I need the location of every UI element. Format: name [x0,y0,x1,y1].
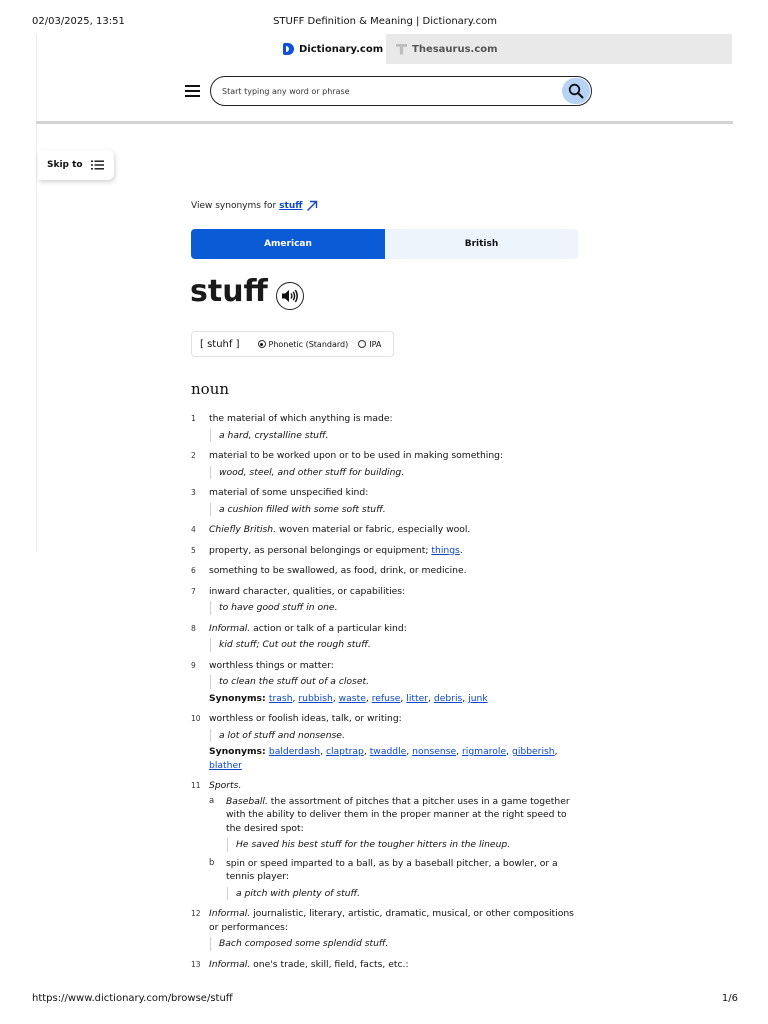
external-arrow-icon[interactable] [306,200,318,212]
sub-definition-text [226,795,581,836]
synonym-link[interactable]: gibberish [511,746,555,757]
definition-number: 6 [191,566,196,575]
synonym-link[interactable]: nonsense [412,746,457,757]
tab-thesaurus-label: Thesaurus.com [412,43,498,55]
dialect-american-button[interactable]: American [191,229,385,259]
definition-item [191,712,581,772]
sub-definition-example: a pitch with plenty of stuff. [227,887,581,901]
definition-item [191,779,581,900]
definition-example: Bach composed some splendid stuff. [210,937,581,951]
definition-number: 12 [191,909,201,918]
definition-text [209,544,581,558]
definition-item [191,412,581,442]
definition-example: to have good stuff in one. [210,601,581,615]
synonym-link[interactable]: refuse [371,692,401,704]
definition-example: wood, steel, and other stuff for building. [210,466,581,480]
print-footer [32,993,738,1007]
synonym-link[interactable]: junk [468,692,488,704]
definition-text [209,486,581,500]
definition-body: something to be swallowed, as food, drink, or medicine. [209,565,467,576]
sub-definition-letter: a [209,795,215,806]
definition-link[interactable]: things [431,544,460,556]
synonym-link[interactable]: litter [406,692,429,704]
definition-number: 8 [191,623,196,633]
definition-number: 5 [191,545,196,555]
definition-text [209,958,581,972]
search-button[interactable] [562,78,590,104]
view-synonyms [191,200,318,212]
synonym-link[interactable]: debris [433,692,463,704]
skip-to-label: Skip to [47,160,83,170]
pronunciation-text: [ stuhf ] [200,338,240,350]
synonyms-label: Synonyms: [209,692,269,704]
sub-definition-letter: b [209,857,215,868]
definition-text [209,779,581,793]
print-url: https://www.dictionary.com/browse/stuff [32,993,233,1004]
sub-definition [209,795,581,852]
thesaurus-logo-icon [396,44,407,55]
definition-body: journalistic, literary, artistic, dramatic, musical, or other compositions or performances: [209,908,574,933]
definition-number: 11 [191,781,201,790]
list-icon [91,160,104,170]
definition-example: a cushion filled with some soft stuff. [210,503,581,517]
definition-text [209,412,581,426]
definition-body: material of some unspecified kind: [209,487,369,498]
print-title: STUFF Definition & Meaning | Dictionary.com [273,16,497,27]
sub-definition-text [226,857,581,884]
sub-definition-example: He saved his best stuff for the tougher hitters in the lineup. [227,838,581,852]
definition-text [209,622,581,636]
definition-item [191,958,581,972]
sub-definition [209,857,581,901]
pronunciation-box [191,331,394,357]
synonym-link[interactable]: twaddle [369,746,407,757]
definition-body: woven material or fabric, especially wool. [276,524,471,535]
phonetic-option-label: Phonetic (Standard) [268,339,349,349]
synonyms-line: Synonyms: trash, rubbish, waste, refuse, litter, debris, junk [209,692,488,704]
definition-item [191,564,581,578]
definition-item [191,659,581,706]
definition-body: the material of which anything is made: [209,413,393,424]
synonym-link[interactable]: claptrap [325,746,364,757]
search-icon [568,83,584,99]
definition-list [191,412,581,978]
play-audio-button[interactable] [276,282,304,310]
synonym-link[interactable]: blather [209,759,242,771]
phonetic-option[interactable] [258,340,349,349]
definition-body: one's trade, skill, field, facts, etc.: [250,958,409,970]
speaker-icon [281,289,299,303]
synonym-link[interactable]: rubbish [298,692,333,704]
definition-number: 1 [191,414,196,423]
definition-body: worthless things or matter: [209,659,334,671]
skip-to-button[interactable] [38,150,114,180]
header-divider [36,121,733,124]
print-page-number: 1/6 [721,993,738,1004]
definition-text [209,585,581,599]
definition-label: Chiefly British. [209,524,277,535]
definition-text [209,523,581,537]
definition-label: Informal. [209,622,251,634]
sub-definition-body: spin or speed imparted to a ball, as by a baseball pitcher, a bowler, or a tennis player: [226,857,558,882]
radio-unselected-icon [358,340,366,348]
sub-definition-body: the assortment of pitches that a pitcher uses in a game together with the ability to deliver them in the proper manner at the right speed to the desired spot: [226,795,570,834]
definition-text [209,907,581,934]
synonyms-line: Synonyms: balderdash, claptrap, twaddle, nonsense, rigmarole, gibberish, blather [209,746,558,771]
definition-punct: . [459,544,463,556]
definition-text [209,712,581,726]
definition-item [191,449,581,479]
definition-label: Sports. [209,780,242,791]
definition-text [209,449,581,463]
tab-dictionary[interactable] [274,34,386,64]
definition-text [209,564,581,578]
page-frame-edge [36,34,37,552]
definition-example: a hard, crystalline stuff. [210,429,581,443]
definition-item [191,585,581,615]
synonym-link[interactable]: trash [268,692,293,704]
definition-example: to clean the stuff out of a closet. [210,675,581,689]
synonym-link[interactable]: balderdash [268,746,321,757]
definition-number: 3 [191,488,196,497]
definition-label: Informal. [209,958,251,970]
dictionary-logo-icon [283,43,294,55]
radio-selected-icon [258,340,266,348]
definition-label: Informal. [209,908,251,919]
definition-number: 9 [191,660,196,670]
definition-number: 7 [191,586,196,596]
site-tabs [274,34,732,64]
definition-item [191,907,581,951]
definition-example: a lot of stuff and nonsense. [210,729,581,743]
definition-body: action or talk of a particular kind: [250,622,407,634]
view-synonyms-prefix: View synonyms for [191,201,277,211]
dialect-british-button[interactable]: British [464,239,499,249]
synonym-link[interactable]: waste [338,692,366,704]
synonyms-label: Synonyms: [209,746,269,757]
definition-item [191,544,581,558]
synonym-link[interactable]: rigmarole [461,746,507,757]
definition-number: 2 [191,451,196,460]
search-bar [210,76,592,106]
part-of-speech: noun [191,380,230,398]
definition-number: 13 [191,959,201,969]
print-header [32,16,738,30]
definition-item [191,523,581,537]
search-input[interactable] [222,84,542,99]
view-synonyms-link[interactable]: stuff [279,201,303,211]
definition-item [191,622,581,652]
definition-body: worthless or foolish ideas, talk, or writing: [209,713,402,724]
definition-body: property, as personal belongings or equipment; [209,544,432,556]
print-datetime: 02/03/2025, 13:51 [32,16,125,27]
definition-example: kid stuff; Cut out the rough stuff. [210,638,581,652]
definition-number: 10 [191,714,201,723]
tab-thesaurus[interactable] [396,34,506,64]
definition-text [209,659,581,673]
sub-definition-label: Baseball. [226,795,268,807]
definition-number: 4 [191,525,196,534]
tab-dictionary-label: Dictionary.com [299,43,384,55]
dialect-toggle [191,229,578,259]
definition-body: material to be worked upon or to be used in making something: [209,450,504,461]
definition-item [191,486,581,516]
headword: stuff [190,274,268,309]
menu-icon[interactable] [185,84,200,98]
definition-body: inward character, qualities, or capabilities: [209,585,406,597]
ipa-option-label: IPA [369,339,382,349]
ipa-option[interactable] [358,340,381,349]
